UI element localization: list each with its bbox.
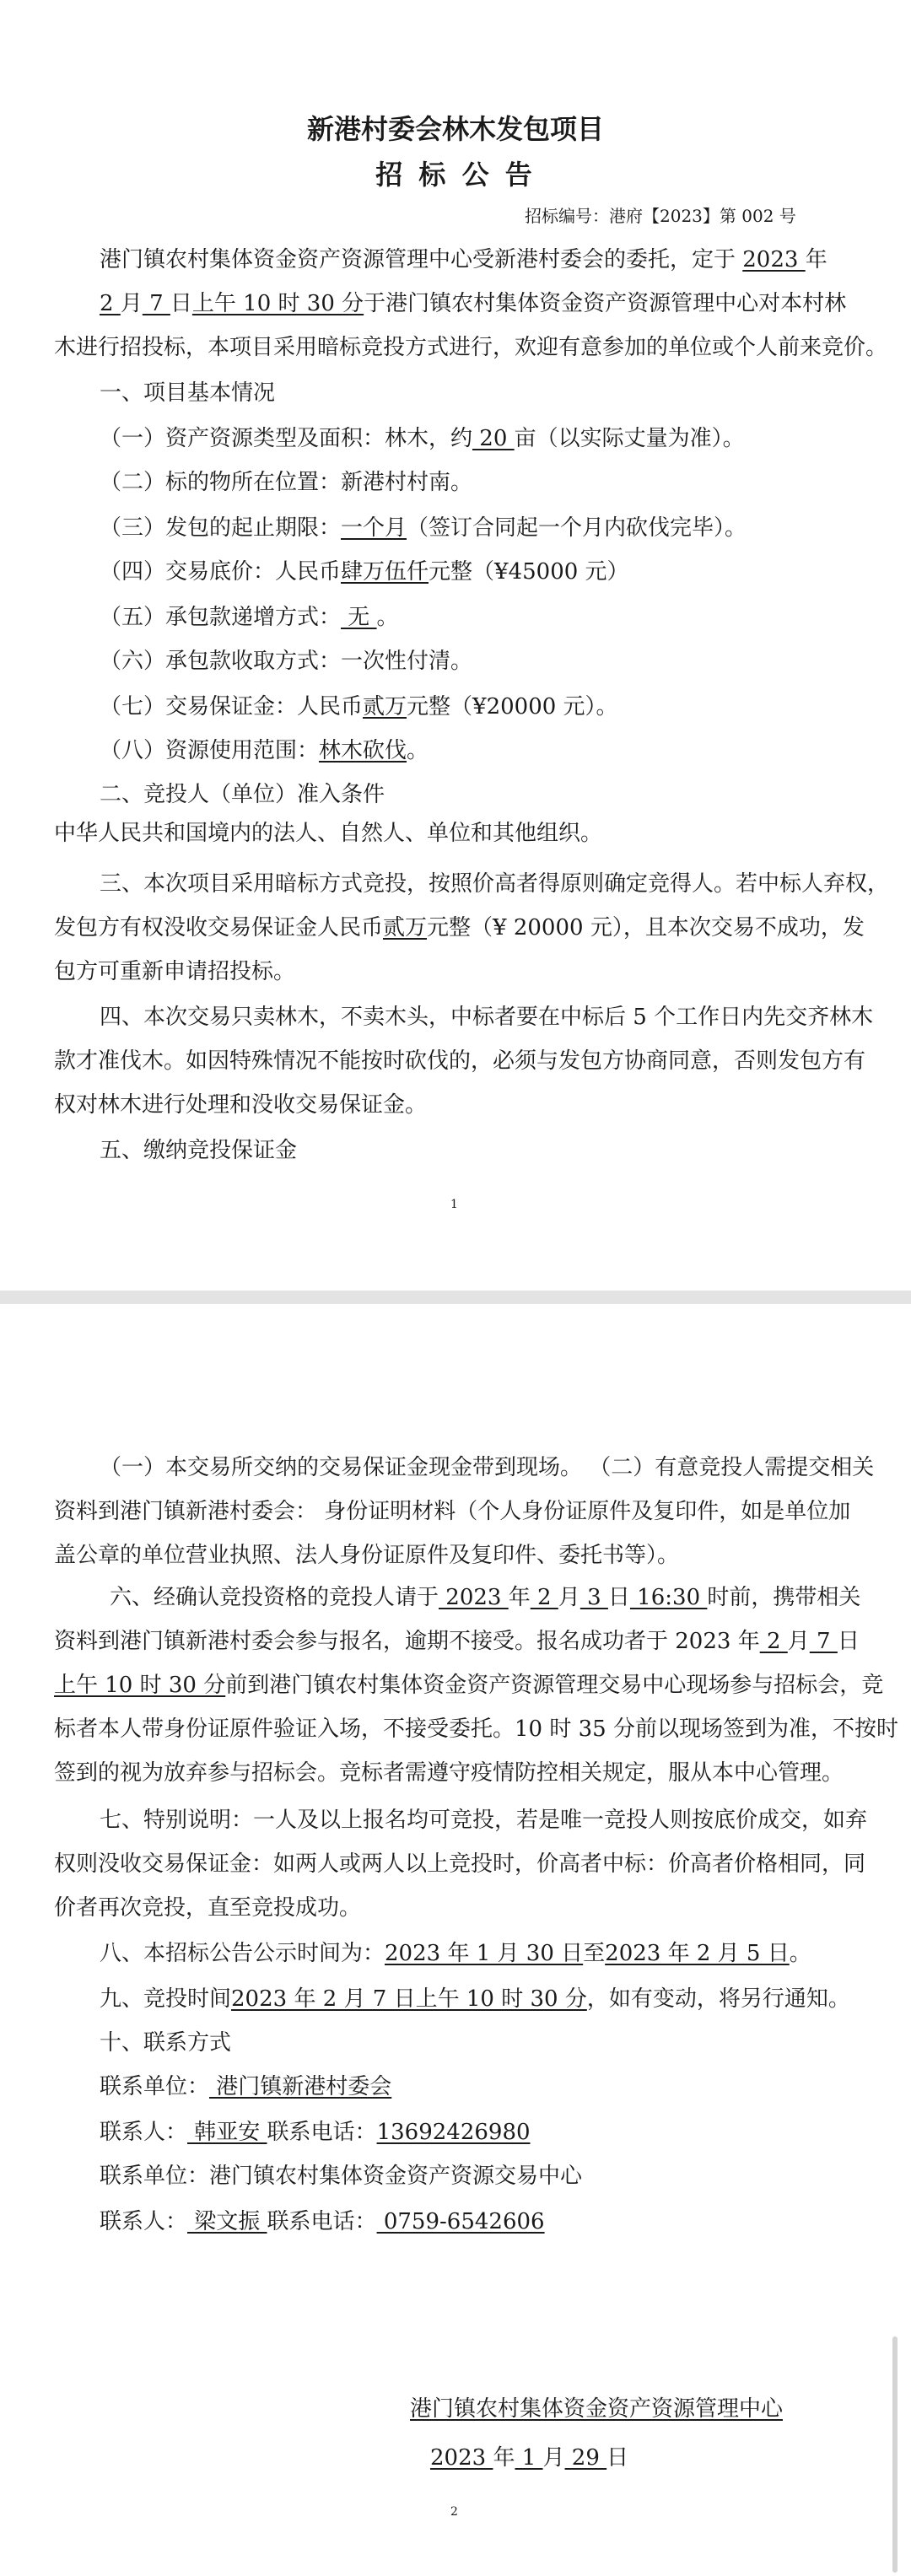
section-7-line-1: 七、特别说明：一人及以上报名均可竞投，若是唯一竞投人则按底价成交，如弃 <box>100 1808 868 1833</box>
section-3-line-1: 三、本次项目采用暗标方式竞投，按照价高者得原则确定竞得人。若中标人弃权， <box>100 871 890 897</box>
section-1-heading: 一、项目基本情况 <box>100 380 276 406</box>
item-6: （六）承包款收取方式：一次性付清。 <box>100 649 473 674</box>
intro-line-2: 2 月 7 日上午 10 时 30 分于港门镇农村集体资金资产资源管理中心对本村林 <box>100 291 847 316</box>
section-5-heading: 五、缴纳竞投保证金 <box>100 1138 298 1163</box>
section-8: 八、本招标公告公示时间为：2023 年 1 月 30 日至2023 年 2 月 5 日。 <box>100 1941 811 1966</box>
deposit-line-1: （一）本交易所交纳的交易保证金现金带到现场。 （二）有意竞投人需提交相关 <box>100 1455 875 1480</box>
item-1: （一）资产资源类型及面积：林木，约 20 亩（以实际丈量为准）。 <box>100 426 745 451</box>
section-6-line-4: 标者本人带身份证原件验证入场，不接受委托。10 时 35 分前以现场签到为准，不按时 <box>54 1716 898 1742</box>
section-3-line-2: 发包方有权没收交易保证金人民币贰万元整（¥ 20000 元），且本次交易不成功，发 <box>54 915 865 940</box>
intro-line-1: 港门镇农村集体资金资产资源管理中心受新港村委会的委托，定于 2023 年 <box>100 247 827 272</box>
item-2: （二）标的物所在位置：新港村村南。 <box>100 470 473 495</box>
section-2-heading: 二、竞投人（单位）准入条件 <box>100 782 385 807</box>
section-6-line-5: 签到的视为放弃参与招标会。竞标者需遵守疫情防控相关规定，服从本中心管理。 <box>54 1760 844 1786</box>
contact-person-1: 联系人： 韩亚安 联系电话：13692426980 <box>100 2120 531 2145</box>
document-page-2 <box>0 1304 911 2576</box>
section-3-line-3: 包方可重新申请招投标。 <box>54 959 296 984</box>
page-divider <box>0 1291 911 1304</box>
item-4: （四）交易底价：人民币肆万伍仟元整（¥45000 元） <box>100 559 629 585</box>
contact-person-2: 联系人： 梁文振 联系电话： 0759-6542606 <box>100 2209 545 2234</box>
signing-organization: 港门镇农村集体资金资产资源管理中心 <box>410 2396 784 2422</box>
contact-unit-1: 联系单位： 港门镇新港村委会 <box>100 2074 392 2099</box>
section-4-line-2: 款才准伐木。如因特殊情况不能按时砍伐的，必须与发包方协商同意，否则发包方有 <box>54 1048 866 1074</box>
item-7: （七）交易保证金：人民币贰万元整（¥20000 元）。 <box>100 694 618 719</box>
scrollbar-thumb[interactable] <box>892 2336 898 2573</box>
notice-heading: 招 标 公 告 <box>375 159 536 191</box>
deposit-line-2: 资料到港门镇新港村委会： 身份证明材料（个人身份证原件及复印件，如是单位加 <box>54 1499 851 1524</box>
page-number: 1 <box>450 1198 458 1211</box>
section-2-text: 中华人民共和国境内的法人、自然人、单位和其他组织。 <box>54 821 603 846</box>
item-3: （三）发包的起止期限：一个月（签订合同起一个月内砍伐完毕）。 <box>100 515 747 541</box>
section-4-line-3: 权对林木进行处理和没收交易保证金。 <box>54 1092 428 1118</box>
section-4-line-1: 四、本次交易只卖林木，不卖木头，中标者要在中标后 5 个工作日内先交齐林木 <box>100 1005 874 1030</box>
section-7-line-2: 权则没收交易保证金：如两人或两人以上竞投时，价高者中标：价高者价格相同，同 <box>54 1851 866 1877</box>
intro-line-3: 木进行招投标，本项目采用暗标竞投方式进行，欢迎有意参加的单位或个人前来竞价。 <box>54 335 888 360</box>
signing-date: 2023 年 1 月 29 日 <box>430 2445 629 2471</box>
section-9: 九、竞投时间2023 年 2 月 7 日上午 10 时 30 分，如有变动，将另行通知。 <box>100 1986 850 2012</box>
item-5: （五）承包款递增方式： 无 。 <box>100 605 399 630</box>
page-number: 2 <box>450 2505 458 2519</box>
section-6-line-1: 六、经确认竞投资格的竞投人请于 2023 年 2 月 3 日 16:30 时前，携带相关 <box>110 1585 861 1610</box>
section-6-line-3: 上午 10 时 30 分前到港门镇农村集体资金资产资源管理交易中心现场参与招标会，竞 <box>54 1673 884 1698</box>
bid-number: 招标编号：港府【2023】第 002 号 <box>525 206 796 226</box>
contact-unit-2: 联系单位：港门镇农村集体资金资产资源交易中心 <box>100 2164 583 2189</box>
item-8: （八）资源使用范围：林木砍伐。 <box>100 738 429 763</box>
section-6-line-2: 资料到港门镇新港村委会参与报名，逾期不接受。报名成功者于 2023 年 2 月 7 日 <box>54 1629 860 1654</box>
deposit-line-3: 盖公章的单位营业执照、法人身份证原件及复印件、委托书等）。 <box>54 1543 680 1568</box>
section-10-heading: 十、联系方式 <box>100 2030 232 2056</box>
section-7-line-3: 价者再次竞投，直至竞投成功。 <box>54 1895 362 1921</box>
document-title: 新港村委会林木发包项目 <box>306 113 604 145</box>
